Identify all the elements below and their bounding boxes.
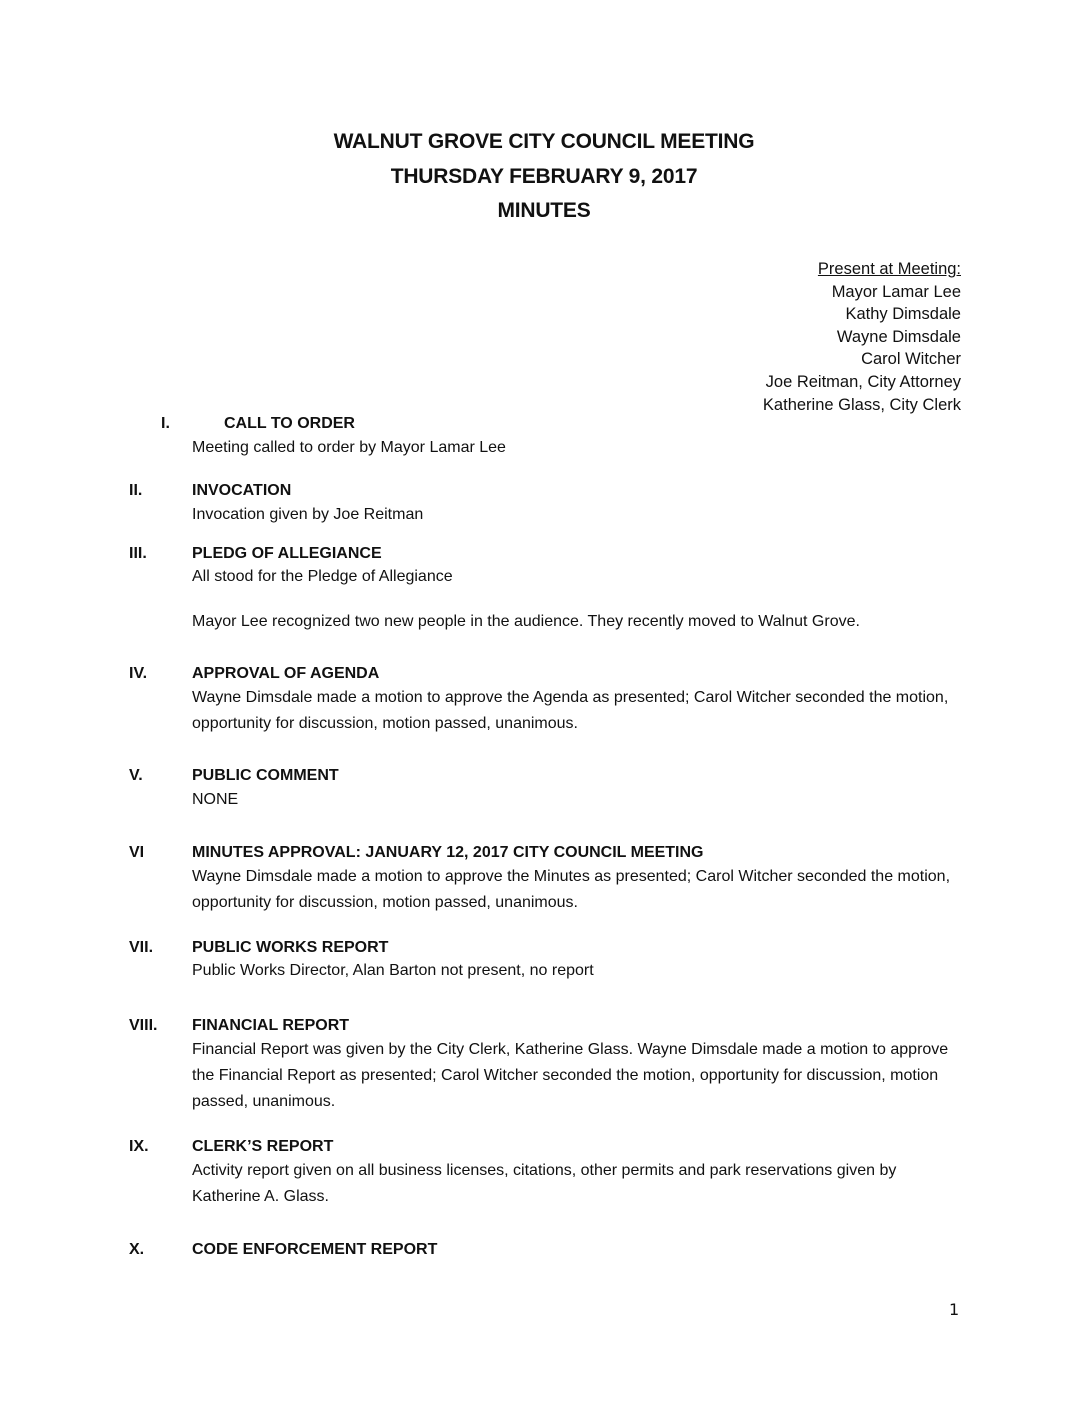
section-numeral: IV.	[129, 665, 148, 682]
section-numeral: VI	[129, 844, 145, 861]
section-body: Activity report given on all business licenses, citations, other permits and park reservations given by Katherine A. Glass.	[192, 1162, 897, 1205]
section-heading: MINUTES APPROVAL: JANUARY 12, 2017 CITY COUNCIL MEETING	[192, 844, 704, 861]
document-subtitle: MINUTES	[497, 199, 591, 222]
attendee: Joe Reitman, City Attorney	[765, 372, 961, 391]
section-numeral: V.	[129, 767, 143, 784]
section-heading: PLEDG OF ALLEGIANCE	[192, 545, 382, 562]
section-numeral: IX.	[129, 1138, 149, 1155]
section-numeral: I.	[161, 415, 170, 432]
section-numeral: X.	[129, 1241, 145, 1258]
section-body: Wayne Dimsdale made a motion to approve the Agenda as presented; Carol Witcher seconded the motion, opportunity for discussion, motion passed, unanimous.	[192, 689, 949, 732]
section-heading: FINANCIAL REPORT	[192, 1017, 350, 1034]
section-numeral: VIII.	[129, 1017, 158, 1034]
attendee: Mayor Lamar Lee	[831, 282, 961, 301]
attendance-heading: Present at Meeting:	[817, 260, 961, 278]
section-body: All stood for the Pledge of Allegiance	[192, 568, 453, 585]
section-body: Meeting called to order by Mayor Lamar Lee	[192, 439, 506, 456]
section-heading: CLERK’S REPORT	[192, 1138, 334, 1155]
section-numeral: VII.	[129, 939, 154, 956]
document-title: WALNUT GROVE CITY COUNCIL MEETING	[333, 130, 755, 153]
section-body: Wayne Dimsdale made a motion to approve the Minutes as presented; Carol Witcher seconded the motion, opportunity for discussion, motion passed, unanimous.	[192, 868, 951, 911]
section-note: Mayor Lee recognized two new people in the audience. They recently moved to Walnut Grove.	[192, 613, 860, 630]
attendee: Katherine Glass, City Clerk	[762, 395, 961, 414]
meeting-date: THURSDAY FEBRUARY 9, 2017	[390, 165, 698, 188]
attendee: Wayne Dimsdale	[836, 327, 961, 346]
attendee: Carol Witcher	[861, 350, 961, 369]
section-numeral: III.	[129, 545, 147, 562]
attendee: Kathy Dimsdale	[845, 305, 961, 324]
section-heading: INVOCATION	[192, 482, 292, 499]
section-body: Public Works Director, Alan Barton not present, no report	[192, 962, 594, 979]
section-heading: PUBLIC COMMENT	[192, 767, 339, 784]
section-heading: CALL TO ORDER	[224, 415, 355, 432]
page-number: 1	[949, 1300, 960, 1319]
section-heading: CODE ENFORCEMENT REPORT	[192, 1241, 438, 1258]
section-body: NONE	[192, 791, 239, 808]
section-body: Financial Report was given by the City Clerk, Katherine Glass. Wayne Dimsdale made a motion to approve the Financial Report as presented; Carol Witcher seconded the motion, opportunity for discussion, motion passed, unanimous.	[192, 1041, 949, 1110]
section-body: Invocation given by Joe Reitman	[192, 506, 424, 523]
attendance-list	[763, 258, 961, 416]
section-heading: PUBLIC WORKS REPORT	[192, 939, 389, 956]
section-numeral: II.	[129, 482, 143, 499]
section-heading: APPROVAL OF AGENDA	[192, 665, 380, 682]
